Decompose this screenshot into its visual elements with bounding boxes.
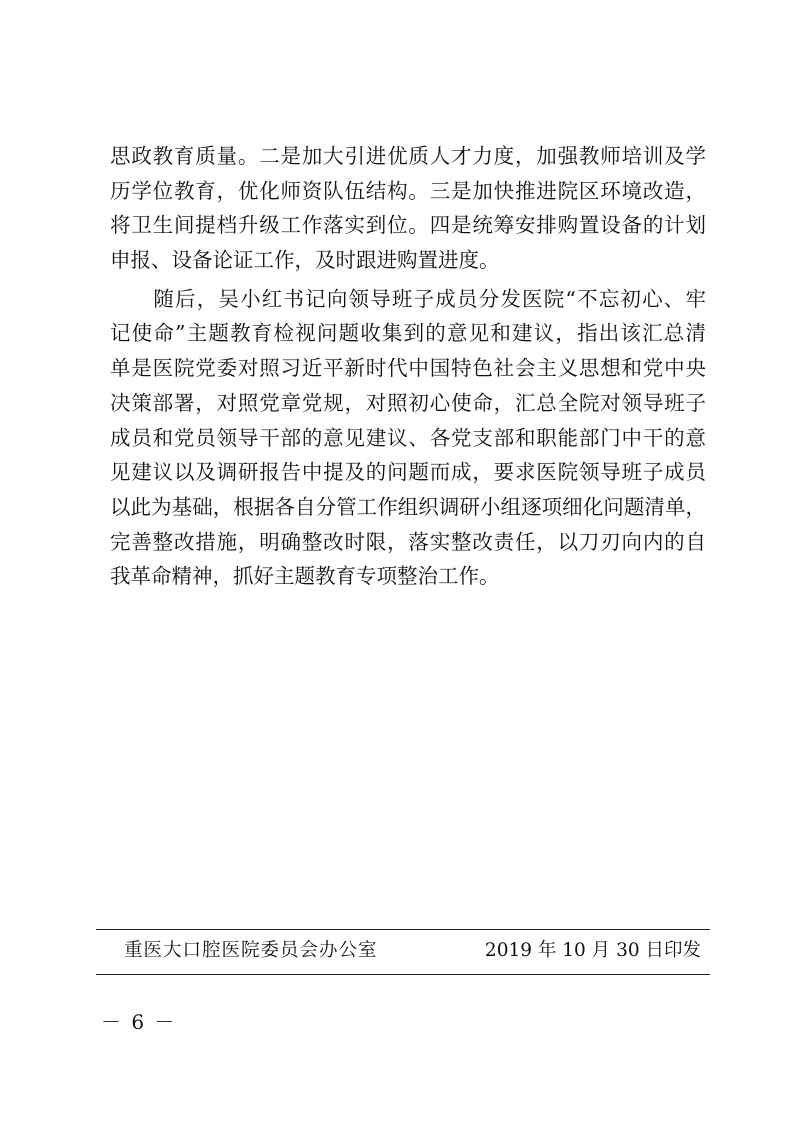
text-line: 以此为基础，根据各自分管工作组织调研小组逐项细化问题清单，: [110, 494, 706, 519]
text-line: 我革命精神，抓好主题教育专项整治工作。: [110, 564, 500, 589]
text-line: 申报、设备论证工作，及时跟进购置进度。: [110, 248, 500, 273]
text-line: 思政教育质量。二是加大引进优质人才力度，加强教师培训及学: [110, 144, 706, 168]
paragraph-2: [110, 282, 706, 594]
text-line: 单是医院党委对照习近平新时代中国特色社会主义思想和党中央: [110, 356, 706, 381]
text-line: 随后，吴小红书记向领导班子成员分发医院“不忘初心、牢: [110, 286, 706, 311]
footer-bottom-rule: [96, 974, 710, 975]
text-line: 完善整改措施，明确整改时限，落实整改责任，以刀刃向内的自: [110, 529, 706, 554]
footer-top-rule: [96, 929, 710, 930]
text-line: 决策部署，对照党章党规，对照初心使命，汇总全院对领导班子: [110, 390, 706, 415]
page-number: － 6 －: [101, 1010, 177, 1034]
text-line: 成员和党员领导干部的意见建议、各党支部和职能部门中干的意: [110, 425, 706, 450]
text-line: 记使命”主题教育检视问题收集到的意见和建议，指出该汇总清: [110, 321, 706, 346]
paragraph-1: [110, 139, 706, 278]
document-body: [110, 139, 706, 594]
footer-organization: 重医大口腔医院委员会办公室: [124, 940, 378, 961]
text-line: 见建议以及调研报告中提及的问题而成，要求医院领导班子成员: [110, 460, 706, 485]
text-line: 将卫生间提档升级工作落实到位。四是统筹安排购置设备的计划: [110, 213, 706, 238]
text-line: 历学位教育，优化师资队伍结构。三是加快推进院区环境改造，: [110, 178, 706, 203]
footer-issue-date: 2019 年 10 月 30 日印发: [484, 940, 701, 961]
